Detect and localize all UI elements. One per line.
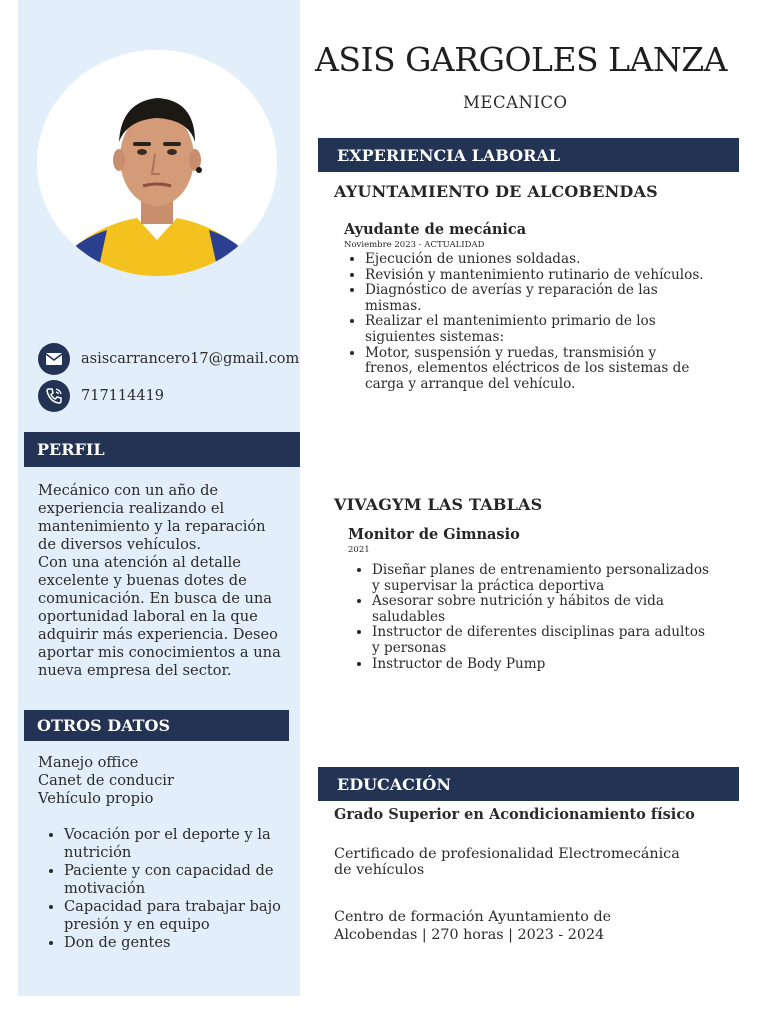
profile-paragraph: Con una atención al detalle excelente y buenas dotes de comunicación. En busca de una oportunidad laboral en la que adquirir más experiencia. Deseo aportar mis conocimientos a una nueva empresa del sector. xyxy=(38,554,281,679)
other-line: Vehículo propio xyxy=(38,790,154,807)
other-data-lines xyxy=(38,754,288,808)
job-date: Noviembre 2023 - ACTUALIDAD xyxy=(344,240,485,250)
candidate-role: MECANICO xyxy=(463,93,568,112)
envelope-icon xyxy=(38,343,70,375)
candidate-name: ASIS GARGOLES LANZA xyxy=(315,40,728,79)
list-item: • Diseñar planes de entrenamiento personalizados y supervisar la práctica deportiva xyxy=(372,563,712,594)
list-item: • Instructor de Body Pump xyxy=(372,657,712,673)
contact-phone-row[interactable] xyxy=(38,380,164,412)
job-date: 2021 xyxy=(348,545,370,555)
avatar-illustration xyxy=(37,50,277,276)
soft-skills-list xyxy=(38,826,304,952)
education-degree: Grado Superior en Acondicionamiento físico xyxy=(334,806,695,823)
list-item: • Capacidad para trabajar bajo presión y en equipo xyxy=(64,898,304,934)
job-position: Monitor de Gimnasio xyxy=(348,526,520,543)
list-item: • Motor, suspensión y ruedas, transmisión y frenos, elementos eléctricos de los sistemas de carga y arranque del vehículo. xyxy=(365,346,705,393)
list-item: • Revisión y mantenimiento rutinario de vehículos. xyxy=(365,268,705,284)
list-item: • Vocación por el deporte y la nutrición xyxy=(64,826,304,862)
contact-phone[interactable]: 717114419 xyxy=(81,388,165,404)
profile-photo xyxy=(37,50,277,276)
job-tasks xyxy=(351,563,712,672)
other-section-header: OTROS DATOS xyxy=(24,710,289,741)
job-company: AYUNTAMIENTO DE ALCOBENDAS xyxy=(334,182,658,201)
experience-section-header: EXPERIENCIA LABORAL xyxy=(318,138,739,172)
other-line: Canet de conducir xyxy=(38,772,174,789)
education-certificate: Certificado de profesionalidad Electromecánica de vehículos xyxy=(334,846,680,878)
profile-section-header: PERFIL xyxy=(24,432,300,467)
list-item: • Diagnóstico de averías y reparación de las mismas. xyxy=(365,283,705,314)
job-tasks xyxy=(344,252,705,392)
education-section-header: EDUCACIÓN xyxy=(318,767,739,801)
other-line: Manejo office xyxy=(38,754,139,771)
list-item: • Instructor de diferentes disciplinas para adultos y personas xyxy=(372,625,712,656)
contact-email[interactable]: asiscarrancero17@gmail.com xyxy=(81,351,300,367)
contact-email-row[interactable] xyxy=(38,343,299,375)
list-item: • Don de gentes xyxy=(64,934,304,952)
education-center: Centro de formación Ayuntamiento de Alcobendas | 270 horas | 2023 - 2024 xyxy=(334,909,612,943)
phone-icon xyxy=(38,380,70,412)
list-item: • Paciente y con capacidad de motivación xyxy=(64,862,304,898)
profile-summary xyxy=(38,482,288,680)
list-item: • Ejecución de uniones soldadas. xyxy=(365,252,705,268)
list-item: • Asesorar sobre nutrición y hábitos de vida saludables xyxy=(372,594,712,625)
list-item: • Realizar el mantenimiento primario de los siguientes sistemas: xyxy=(365,314,705,345)
job-company: VIVAGYM LAS TABLAS xyxy=(334,495,543,514)
profile-paragraph: Mecánico con un año de experiencia realizando el mantenimiento y la reparación de diversos vehículos. xyxy=(38,482,266,553)
job-position: Ayudante de mecánica xyxy=(344,221,527,238)
